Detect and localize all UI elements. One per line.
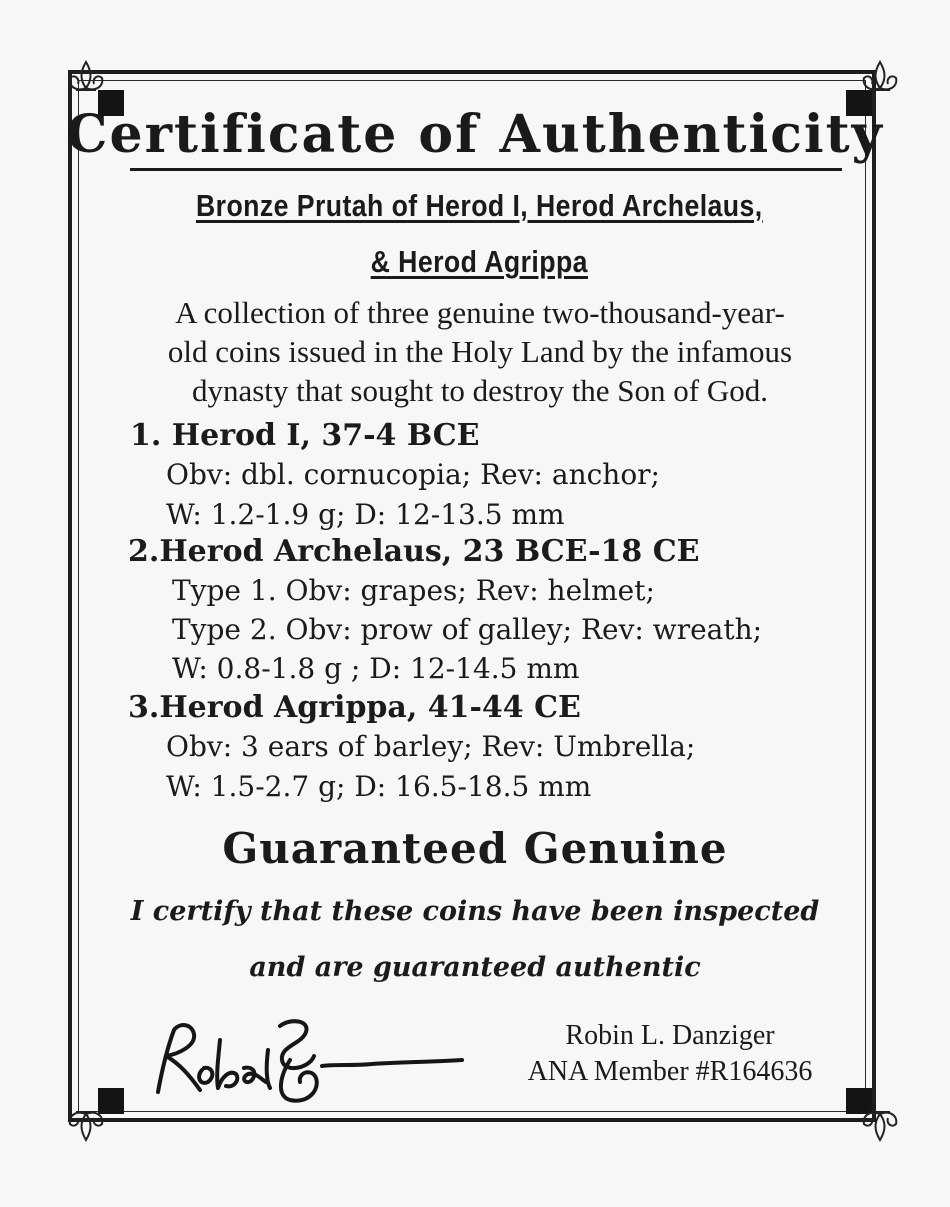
certify-statement-line-2: and are guaranteed authentic bbox=[249, 952, 701, 983]
description bbox=[100, 293, 860, 410]
coin-heading-herod-i: 1. Herod I, 37-4 BCE bbox=[130, 418, 480, 453]
title-underline bbox=[130, 168, 842, 171]
description-line: old coins issued in the Holy Land by the infamous bbox=[167, 334, 793, 369]
coin-heading-herod-agrippa: 3.Herod Agrippa, 41-44 CE bbox=[128, 690, 581, 725]
signer-member-number: ANA Member #R164636 bbox=[527, 1056, 813, 1087]
fleur-de-lis-icon bbox=[62, 1096, 110, 1144]
fleur-de-lis-icon bbox=[62, 58, 110, 106]
certify-statement-line-1: I certify that these coins have been inspected bbox=[130, 896, 820, 927]
fleur-de-lis-icon bbox=[856, 1096, 904, 1144]
subtitle-line-1: Bronze Prutah of Herod I, Herod Archelaus, bbox=[195, 188, 763, 223]
handwritten-signature bbox=[140, 1010, 480, 1110]
coin-detail-line: W: 1.2-1.9 g; D: 12-13.5 mm bbox=[166, 498, 565, 531]
coin-detail-line: Type 2. Obv: prow of galley; Rev: wreath; bbox=[172, 613, 763, 646]
signer-name: Robin L. Danziger bbox=[565, 1020, 775, 1051]
coin-heading-herod-archelaus: 2.Herod Archelaus, 23 BCE-18 CE bbox=[128, 534, 700, 569]
guarantee-heading: Guaranteed Genuine bbox=[222, 824, 728, 873]
coin-detail-line: Obv: 3 ears of barley; Rev: Umbrella; bbox=[166, 730, 696, 763]
coin-detail-line: W: 1.5-2.7 g; D: 16.5-18.5 mm bbox=[166, 770, 592, 803]
certificate-title: Certificate of Authenticity bbox=[66, 104, 884, 165]
description-line: A collection of three genuine two-thousand-year- bbox=[175, 295, 785, 330]
coin-detail-line: Obv: dbl. cornucopia; Rev: anchor; bbox=[166, 458, 660, 491]
coin-detail-line: W: 0.8-1.8 g ; D: 12-14.5 mm bbox=[172, 652, 580, 685]
description-line: dynasty that sought to destroy the Son of God. bbox=[191, 373, 769, 408]
subtitle-line-2: & Herod Agrippa bbox=[370, 244, 588, 279]
fleur-de-lis-icon bbox=[856, 58, 904, 106]
coin-detail-line: Type 1. Obv: grapes; Rev: helmet; bbox=[172, 574, 655, 607]
